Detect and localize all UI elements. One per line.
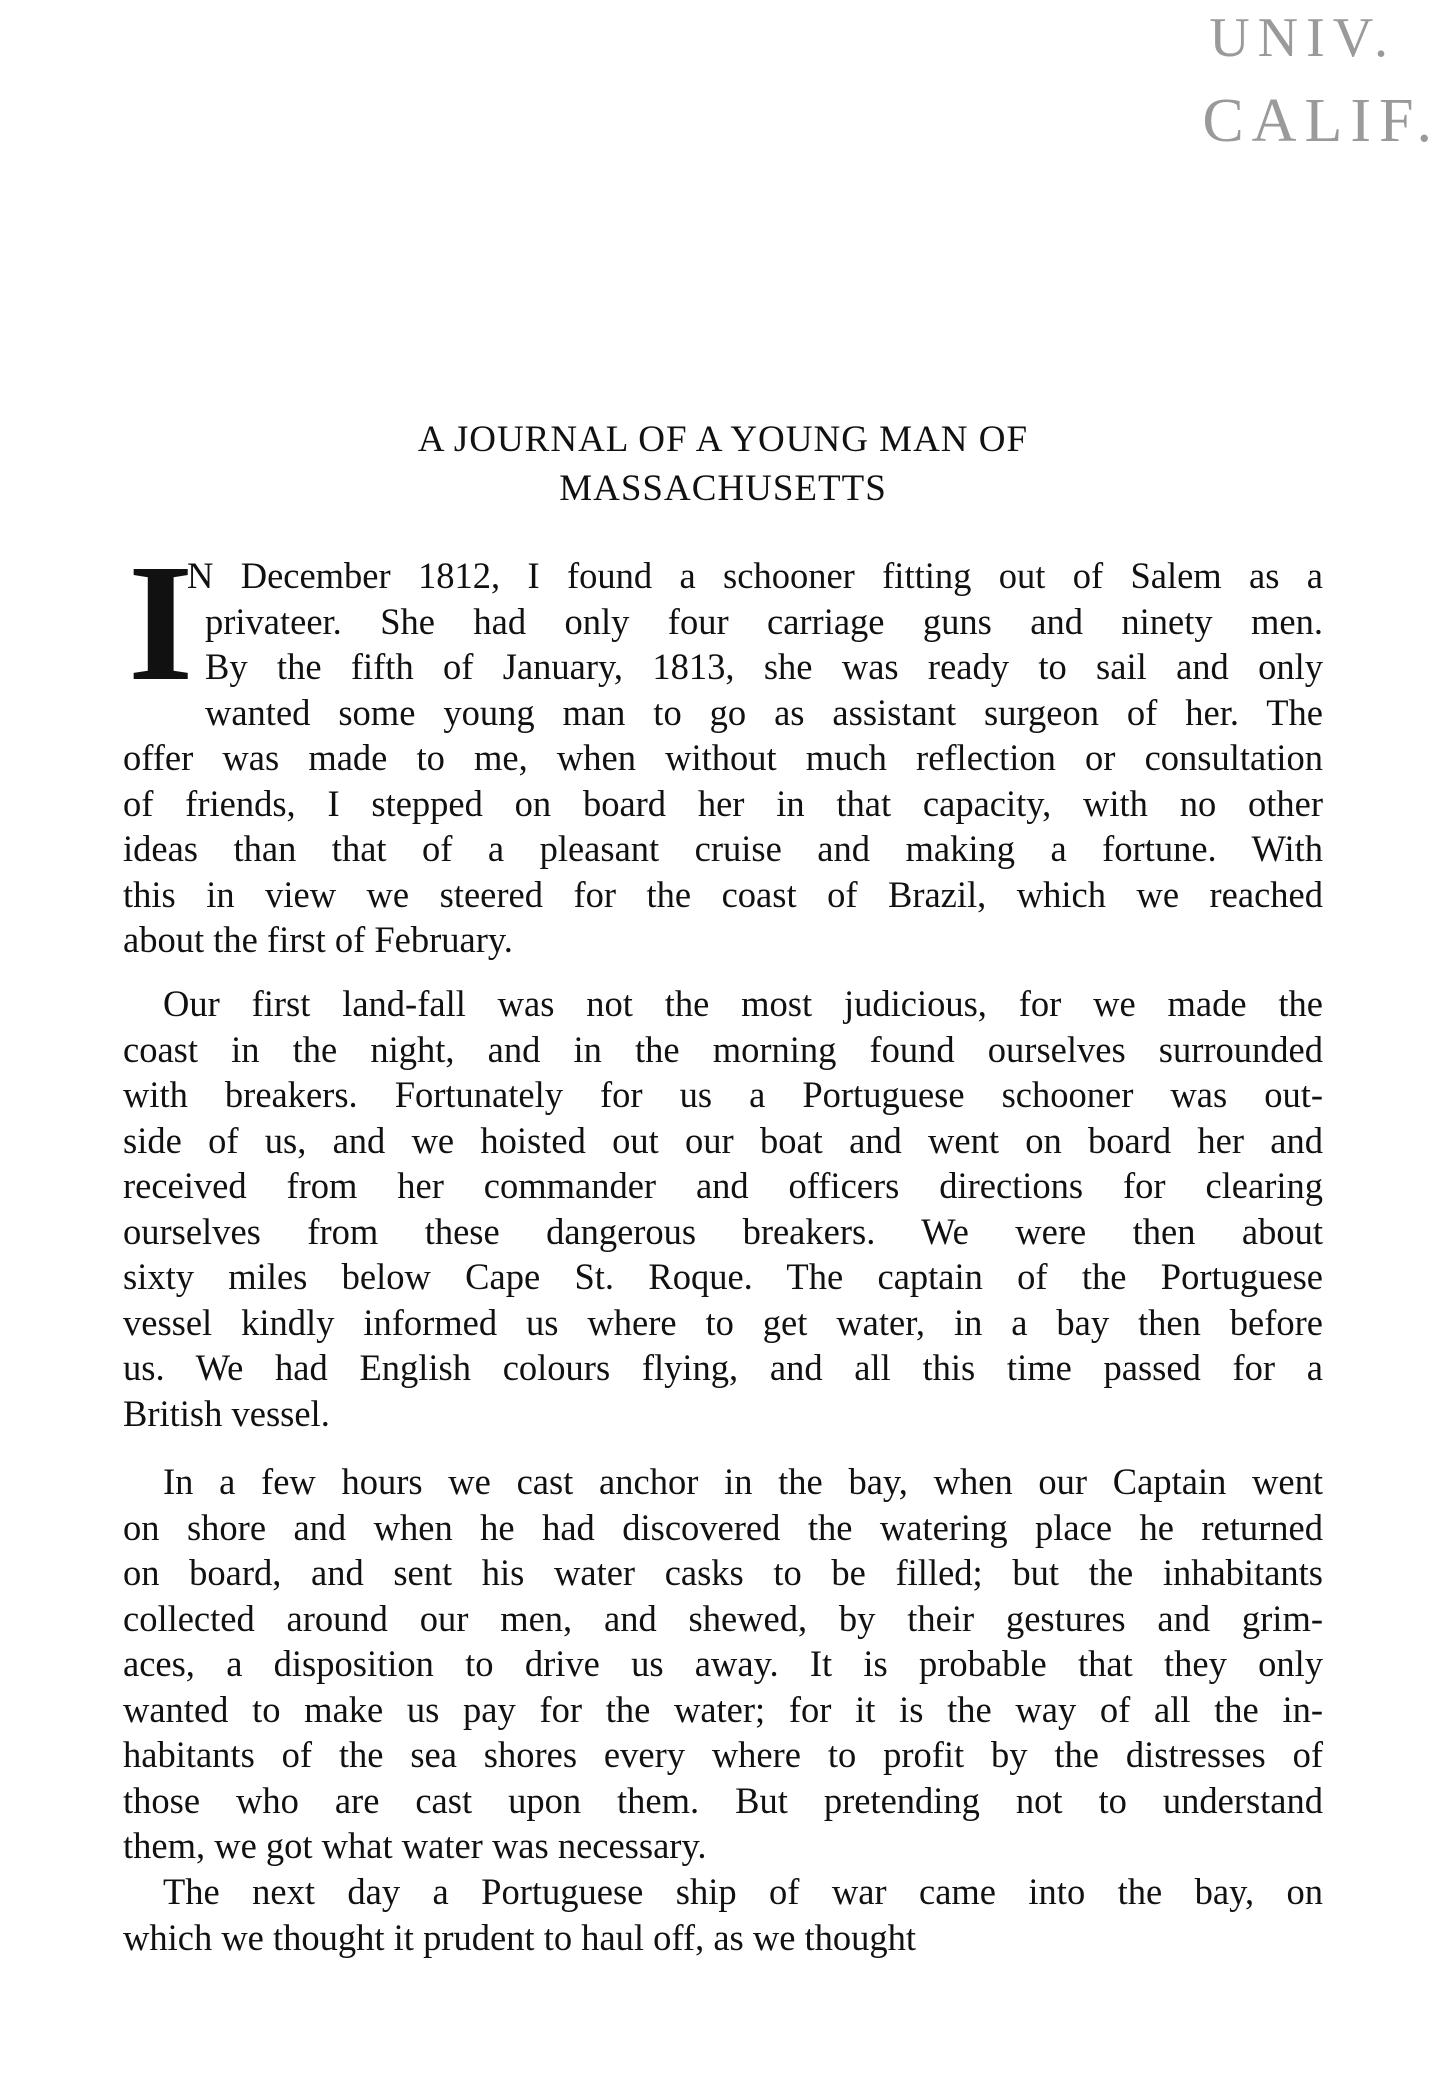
- chapter-title-line-1: A JOURNAL OF A YOUNG MAN OF: [417, 419, 1029, 460]
- text-line: The next day a Portuguese ship of war came into the bay, on: [163, 1871, 1323, 1912]
- text-line: Our first land-fall was not the most judicious, for we made the: [163, 983, 1323, 1024]
- text-line: By the fifth of January, 1813, she was ready to sail and only: [205, 646, 1323, 687]
- text-line: ideas than that of a pleasant cruise and making a fortune. With: [123, 828, 1323, 869]
- text-line: them, we got what water was necessary.: [123, 1825, 707, 1866]
- text-line: privateer. She had only four carriage guns and ninety men.: [205, 600, 1323, 642]
- text-line: which we thought it prudent to haul off, as we thought: [123, 1916, 917, 1958]
- text-line: this in view we steered for the coast of Brazil, which we reached: [123, 873, 1323, 915]
- text-line: with breakers. Fortunately for us a Portuguese schooner was out-: [123, 1074, 1323, 1115]
- text-line: aces, a disposition to drive us away. It is probable that they only: [123, 1643, 1323, 1684]
- text-line: In a few hours we cast anchor in the bay, when our Captain went: [163, 1461, 1323, 1502]
- text-line: British vessel.: [123, 1392, 330, 1434]
- text-line: offer was made to me, when without much reflection or consultation: [123, 737, 1323, 778]
- text-line: collected around our men, and shewed, by their gestures and grim-: [123, 1597, 1323, 1639]
- text-line: coast in the night, and in the morning found ourselves surrounded: [123, 1028, 1323, 1070]
- text-line: wanted some young man to go as assistant surgeon of her. The: [205, 691, 1323, 733]
- text-line: side of us, and we hoisted out our boat and went on board her and: [123, 1119, 1323, 1161]
- text-line: N December 1812, I found a schooner fitting out of Salem as a: [187, 555, 1323, 596]
- chapter-title-line-2: MASSACHUSETTS: [559, 468, 887, 509]
- text-line: received from her commander and officers directions for clearing: [123, 1165, 1323, 1206]
- text-line: habitants of the sea shores every where to profit by the distresses of: [123, 1734, 1323, 1775]
- text-line: ourselves from these dangerous breakers. We were then about: [123, 1210, 1323, 1252]
- text-line: of friends, I stepped on board her in that capacity, with no other: [123, 782, 1323, 824]
- text-line: on shore and when he had discovered the watering place he returned: [123, 1506, 1323, 1548]
- text-line: about the first of February.: [123, 919, 513, 960]
- text-line: sixty miles below Cape St. Roque. The captain of the Portuguese: [123, 1256, 1323, 1297]
- text-line: vessel kindly informed us where to get water, in a bay then before: [123, 1301, 1323, 1343]
- text-line: wanted to make us pay for the water; for it is the way of all the in-: [123, 1688, 1323, 1730]
- text-line: those who are cast upon them. But pretending not to understand: [123, 1779, 1323, 1821]
- drop-cap: I: [128, 530, 194, 716]
- text-line: on board, and sent his water casks to be filled; but the inhabitants: [123, 1552, 1323, 1593]
- stamp-line-2: CALIF.: [1202, 87, 1440, 155]
- text-line: us. We had English colours flying, and all this time passed for a: [123, 1347, 1323, 1388]
- library-stamp: [1126, 7, 1446, 170]
- stamp-line-1: UNIV.: [1209, 7, 1396, 69]
